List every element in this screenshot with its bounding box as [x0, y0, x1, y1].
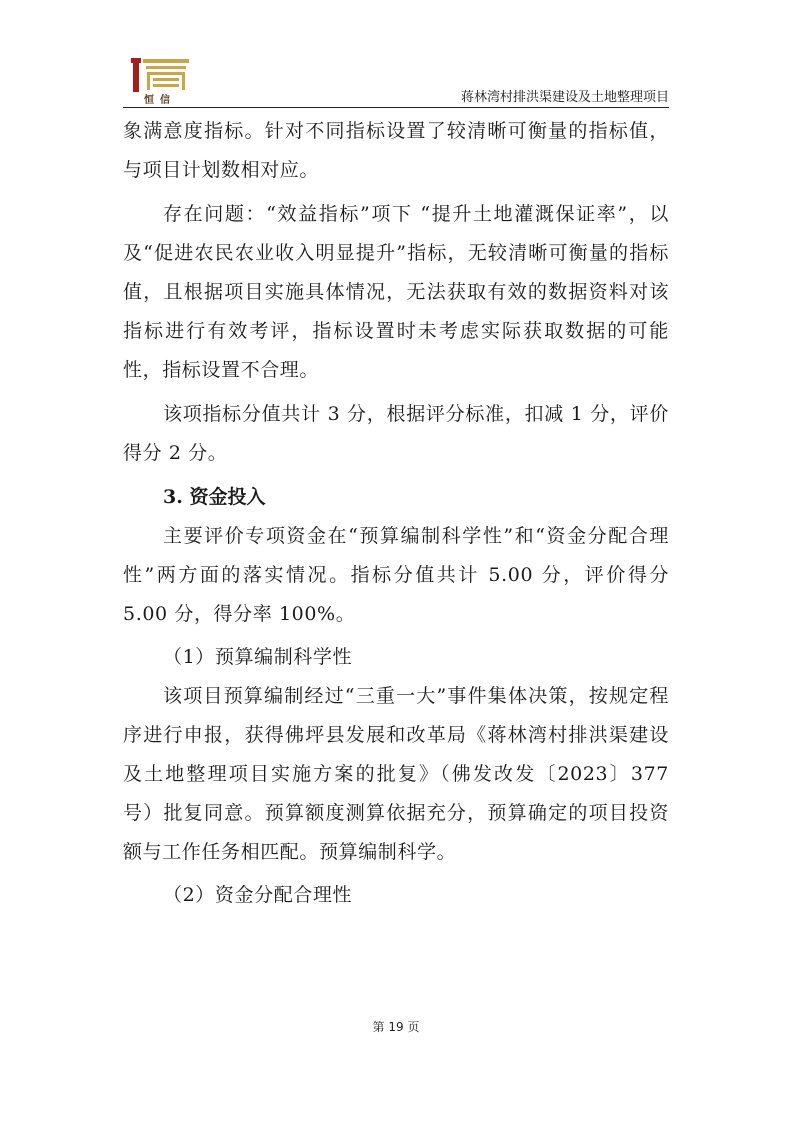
document-header-title: 蒋林湾村排洪渠建设及土地整理项目: [460, 90, 669, 105]
paragraph-satisfaction-indicator: 象满意度指标。针对不同指标设置了较清晰可衡量的指标值，与项目计划数相对应。: [123, 120, 669, 181]
section-heading-funding-input: 3. 资金投入: [163, 486, 266, 508]
paragraph-budget-details: 该项目预算编制经过“三重一大”事件集体决策，按规定程序进行申报，获得佛坪县发展和改革局《蒋林湾村排洪渠建设及土地整理项目实施方案的批复》（佛发改发〔2023〕377 号）批复同意。预算额度测算依据充分，预算确定的项目投资额与工作任务相匹配。预算编制科学。: [123, 685, 669, 863]
header-divider: [123, 107, 669, 108]
subheading-budget-scientific: （1）预算编制科学性: [163, 646, 353, 668]
logo-caption: 恒信: [144, 95, 176, 106]
paragraph-existing-problems: 存在问题：“效益指标”项下 “提升土地灌溉保证率”，以及“促进农民农业收入明显提升”指标，无较清晰可衡量的指标值，且根据项目实施具体情况，无法获取有效的数据资料对该指标进行有效考评，指标设置时未考虑实际获取数据的可能性，指标设置不合理。: [123, 203, 669, 381]
page-body: [123, 112, 669, 915]
paragraph-funding-summary: 主要评价专项资金在“预算编制科学性”和“资金分配合理性”两方面的落实情况。指标分值共计 5.00 分，评价得分 5.00 分，得分率 100%。: [123, 525, 669, 625]
page-number: 第 19 页: [372, 1020, 420, 1034]
paragraph-indicator-score: 该项指标分值共计 3 分，根据评分标准，扣减 1 分，评价得分 2 分。: [123, 403, 669, 464]
subheading-fund-allocation: （2）资金分配合理性: [163, 884, 353, 906]
